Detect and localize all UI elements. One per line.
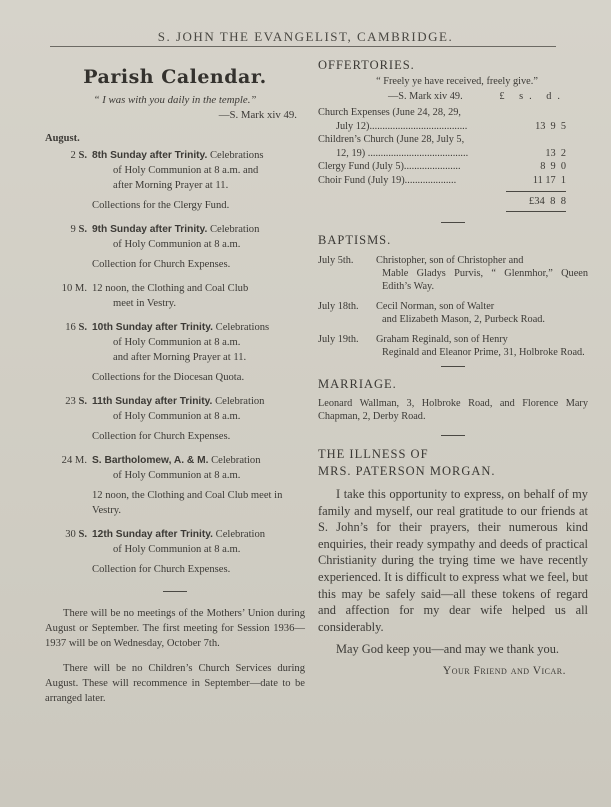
calendar-entry-first-line: [92, 148, 305, 163]
calendar-entry-collection: 12 noon, the Clothing and Coal Club meet in Vestry.: [92, 490, 283, 516]
calendar-entry-day-number: 9: [70, 224, 76, 235]
calendar-entry-first-line: [92, 527, 305, 542]
signature: Your Friend and Vicar.: [442, 664, 566, 677]
offertory-row: [318, 133, 588, 160]
calendar-entry-day-number: 10: [61, 283, 73, 294]
calendar-entry-title: S. Bartholomew, A. & M.: [92, 455, 209, 466]
calendar-entry-title: 10th Sunday after Trinity.: [92, 322, 213, 333]
calendar-entry-body: [92, 320, 305, 365]
calendar-entry-title: 11th Sunday after Trinity.: [92, 396, 213, 407]
calendar-entry-date: [45, 527, 92, 557]
calendar-entry-weekday: S.: [78, 396, 87, 407]
calendar-entry: [45, 148, 305, 213]
calendar-entry-title: 8th Sunday after Trinity.: [92, 150, 208, 161]
baptism-text: [376, 333, 588, 359]
calendar-month: August.: [45, 133, 80, 144]
offertory-label: [318, 106, 506, 133]
offertories-ref-row: [318, 89, 588, 104]
section-rule: [441, 366, 465, 367]
total-rule: [506, 191, 566, 192]
calendar-entry-text: Celebration: [215, 396, 265, 407]
offertory-amount: 13 9 5: [535, 120, 566, 132]
calendar-entry-weekday: S.: [78, 150, 87, 161]
calendar-entry-weekday: S.: [78, 224, 87, 235]
calendar-entry-line: meet in Vestry.: [113, 298, 176, 309]
offertory-amount: 8 9 0: [540, 161, 566, 172]
baptism-entry: [318, 254, 588, 293]
calendar-entry-day-number: 16: [65, 322, 76, 333]
total-rule-lower: [506, 211, 566, 212]
calendar-entry-collection: Collections for the Diocesan Quota.: [92, 372, 245, 383]
calendar-entry-collection: Collection for Church Expenses.: [92, 431, 231, 442]
calendar-entry-date: [45, 453, 92, 483]
offertories-quote-ref: —S. Mark xiv 49.: [388, 91, 463, 102]
calendar-entry: [45, 394, 305, 444]
calendar-entry-line: of Holy Communion at 8 a.m.: [113, 544, 241, 555]
baptisms-heading: BAPTISMS.: [318, 233, 392, 247]
section-rule: [441, 435, 465, 436]
offertory-label-line: Church Expenses (June 24, 28, 29,: [318, 107, 461, 118]
calendar-entry-weekday: S.: [78, 322, 87, 333]
calendar-entry-collection: Collection for Church Expenses.: [92, 259, 231, 270]
marriage-heading: MARRIAGE.: [318, 377, 397, 391]
calendar-entry-day-number: 24: [61, 455, 73, 466]
offertory-label: [318, 133, 506, 160]
calendar-entry-row: [45, 148, 305, 193]
calendar-quote-ref: —S. Mark xiv 49.: [218, 109, 297, 121]
offertory-label-line: Clergy Fund (July 5)......................: [318, 161, 461, 172]
illness-heading: [318, 446, 588, 480]
baptism-date: July 5th.: [318, 255, 354, 266]
calendar-entry-body: [92, 222, 305, 252]
baptism-continuation: Reginald and Eleanor Prime, 31, Holbroke Road.: [382, 347, 585, 358]
notice-childrens-church: There will be no Children’s Church Services during August. These will recommence in September—date to be arranged later.: [45, 663, 305, 704]
calendar-entry-body: [92, 148, 305, 193]
offertory-label-line: Choir Fund (July 19)....................: [318, 174, 457, 186]
offertory-label: [318, 174, 506, 188]
calendar-entry-row: [45, 222, 305, 252]
offertory-amount: 11 17 1: [532, 174, 566, 186]
offertory-label-line: 12, 19) .......................................: [336, 147, 469, 159]
section-rule: [441, 222, 465, 223]
illness-paragraph-1: I take this opportunity to express, on behalf of my family and myself, our real gratitude to our friends at S. John’s for their prayers, their numerous kind enquiries, their ready sympathy and deeds of practical Christianity during the trying time we have recently experienced. It is difficult to express what we feel, but this may be safely said—all these tokens of regard and affection for my dear wife helped us all considerably.: [318, 487, 588, 634]
calendar-entry-first-line: [92, 281, 305, 296]
calendar-entry-collection: Collections for the Clergy Fund.: [92, 200, 230, 211]
calendar-entry-text: Celebration: [215, 529, 266, 540]
calendar-entry-date: [45, 148, 92, 193]
calendar-entry-text: Celebration: [211, 455, 261, 466]
calendar-entry-first-line: [92, 394, 305, 409]
right-column: [318, 58, 588, 679]
offertory-row: [318, 174, 588, 188]
baptism-line: Graham Reginald, son of Henry: [376, 334, 508, 345]
calendar-entry-date: [45, 222, 92, 252]
notice-mothers-union: There will be no meetings of the Mothers’ Union during August or September. The first meeting for Session 1936—1937 will be on Wednesday, October 7th.: [45, 608, 305, 649]
calendar-entry-line: of Holy Communion at 8 a.m. and: [113, 165, 259, 176]
baptism-entry: [318, 333, 588, 359]
calendar-title: Parish Calendar.: [83, 66, 267, 88]
offertory-amount: 13 2: [545, 147, 566, 159]
section-rule: [163, 591, 187, 592]
baptism-text: [376, 254, 588, 293]
calendar-entry: [45, 222, 305, 272]
baptism-line: Cecil Norman, son of Walter: [376, 301, 495, 312]
calendar-entry-date: [45, 281, 92, 311]
calendar-entry-day-number: 30: [65, 529, 76, 540]
calendar-quote: “ I was with you daily in the temple.”: [93, 94, 257, 106]
offertory-row: [318, 106, 588, 133]
calendar-entry-date: [45, 320, 92, 365]
offertories-heading: OFFERTORIES.: [318, 58, 415, 72]
page-header: S. JOHN THE EVANGELIST, CAMBRIDGE.: [157, 29, 454, 44]
calendar-entry-day-number: 2: [70, 150, 76, 161]
offertories-quote: “ Freely ye have received, freely give.”: [376, 76, 538, 87]
illness-heading-line2: MRS. PATERSON MORGAN.: [318, 464, 496, 478]
baptism-date: July 19th.: [318, 334, 359, 345]
calendar-entry-line: after Morning Prayer at 11.: [113, 180, 229, 191]
calendar-entry-line: of Holy Communion at 8 a.m.: [113, 337, 241, 348]
calendar-entry-title: 12th Sunday after Trinity.: [92, 529, 213, 540]
baptism-entry: [318, 300, 588, 326]
calendar-entry-body: [92, 281, 305, 311]
baptism-text: [376, 300, 588, 326]
calendar-entry-line: of Holy Communion at 8 a.m.: [113, 470, 241, 481]
calendar-entry-row: [45, 527, 305, 557]
calendar-entry-first-line: [92, 320, 305, 335]
offertories-total: £34 8 8: [528, 196, 566, 207]
calendar-entry-weekday: M.: [74, 455, 87, 466]
baptism-line: Christopher, son of Christopher and: [376, 255, 524, 266]
offertory-label-line: Children’s Church (June 28, July 5,: [318, 134, 465, 145]
calendar-entry: [45, 281, 305, 311]
calendar-entry-row: [45, 320, 305, 365]
baptisms-list: [318, 254, 588, 359]
baptism-continuation: and Elizabeth Mason, 2, Purbeck Road.: [382, 314, 545, 325]
calendar-entry-date: [45, 394, 92, 424]
offertory-label: [318, 160, 506, 174]
calendar-entry-line: of Holy Communion at 8 a.m.: [113, 411, 241, 422]
baptism-date: July 18th.: [318, 301, 359, 312]
calendar-entry: [45, 453, 305, 518]
calendar-entry-text: 12 noon, the Clothing and Coal Club: [92, 283, 249, 294]
left-column: [45, 60, 305, 716]
calendar-entry-line: and after Morning Prayer at 11.: [113, 352, 247, 363]
calendar-entries: [45, 148, 305, 577]
calendar-entry-line: of Holy Communion at 8 a.m.: [113, 239, 241, 250]
calendar-entry-body: [92, 394, 305, 424]
calendar-entry-body: [92, 527, 305, 557]
calendar-entry-first-line: [92, 222, 305, 237]
calendar-entry-text: Celebrations: [215, 322, 270, 333]
marriage-text: Leonard Wallman, 3, Holbroke Road, and Florence Mary Chapman, 2, Derby Road.: [318, 398, 588, 422]
illness-paragraph-2: May God keep you—and may we thank you.: [336, 642, 559, 657]
calendar-entry-text: Celebration: [209, 224, 260, 235]
calendar-entry-weekday: S.: [78, 529, 87, 540]
illness-heading-line1: THE ILLNESS OF: [318, 447, 429, 461]
calendar-entry-title: 9th Sunday after Trinity.: [92, 224, 208, 235]
offertory-label-line: July 12)......................................: [336, 120, 468, 132]
header-rule: [50, 46, 556, 47]
calendar-entry: [45, 320, 305, 385]
calendar-entry-text: Celebrations: [209, 150, 264, 161]
calendar-entry: [45, 527, 305, 577]
calendar-entry-row: [45, 453, 305, 483]
offertories-lsd-header: £ s. d.: [499, 91, 566, 102]
baptism-continuation: Mable Gladys Purvis, “ Glenmhor,” Queen Edith’s Way.: [382, 268, 588, 292]
calendar-entry-row: [45, 281, 305, 311]
calendar-entry-body: [92, 453, 305, 483]
offertories-table: [318, 106, 588, 187]
calendar-entry-first-line: [92, 453, 305, 468]
calendar-entry-row: [45, 394, 305, 424]
offertory-row: [318, 160, 588, 174]
calendar-entry-collection: Collection for Church Expenses.: [92, 564, 231, 575]
calendar-entry-weekday: M.: [74, 283, 87, 294]
calendar-entry-day-number: 23: [65, 396, 76, 407]
